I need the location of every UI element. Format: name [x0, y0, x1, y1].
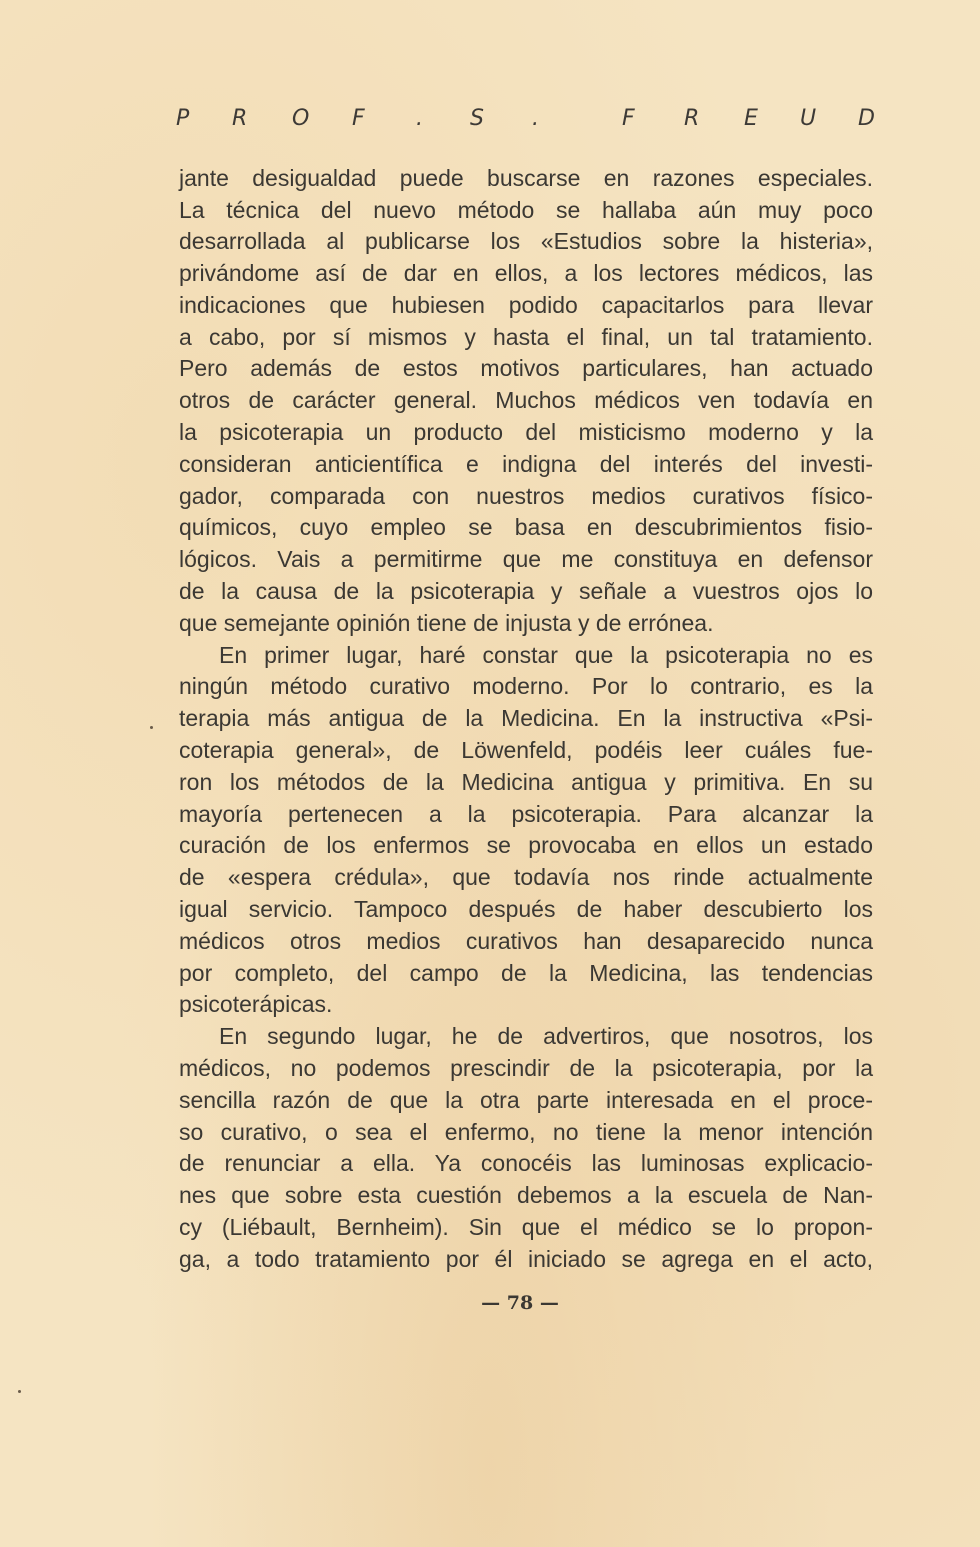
- text-line: mayoría pertenecen a la psicoterapia. Para alcanzar la: [179, 801, 873, 827]
- running-head-letter: U: [800, 106, 817, 131]
- text-line: ningún método curativo moderno. Por lo contrario, es la: [179, 673, 873, 699]
- text-line: de la causa de la psicoterapia y señale a vuestros ojos lo: [179, 578, 873, 604]
- text-line: sencilla razón de que la otra parte interesada en el proce-: [179, 1087, 873, 1113]
- text-line: de «espera crédula», que todavía nos rinde actualmente: [179, 864, 873, 890]
- text-line: privándome así de dar en ellos, a los lectores médicos, las: [179, 260, 873, 286]
- running-head-letter: R: [684, 106, 700, 131]
- paper-speck: [150, 726, 153, 729]
- text-line: que semejante opinión tiene de injusta y de errónea.: [179, 610, 714, 636]
- text-line: curación de los enfermos se provocaba en ellos un estado: [179, 832, 873, 858]
- text-line: La técnica del nuevo método se hallaba aún muy poco: [179, 197, 873, 223]
- paragraph-first-line: En primer lugar, haré constar que la psicoterapia no es: [219, 642, 873, 668]
- paper-speck: [18, 1390, 21, 1393]
- running-head-letter: .: [416, 106, 423, 131]
- text-line: indicaciones que hubiesen podido capacitarlos para llevar: [179, 292, 873, 318]
- text-line: desarrollada al publicarse los «Estudios sobre la histeria»,: [179, 228, 873, 254]
- running-head-letter: P: [176, 106, 190, 131]
- running-head-letter: F: [352, 106, 365, 131]
- running-head-letter: F: [622, 106, 635, 131]
- text-line: coterapia general», de Löwenfeld, podéis leer cuáles fue-: [179, 737, 873, 763]
- text-line: psicoterápicas.: [179, 991, 333, 1017]
- text-line: ga, a todo tratamiento por él iniciado se agrega en el acto,: [179, 1246, 873, 1272]
- running-head-letter: O: [292, 106, 310, 131]
- text-line: médicos otros medios curativos han desaparecido nunca: [179, 928, 873, 954]
- text-line: ron los métodos de la Medicina antigua y primitiva. En su: [179, 769, 873, 795]
- text-line: químicos, cuyo empleo se basa en descubrimientos fisio-: [179, 514, 873, 540]
- text-line: de renunciar a ella. Ya conocéis las luminosas explicacio-: [179, 1150, 873, 1176]
- text-line: gador, comparada con nuestros medios curativos físico-: [179, 483, 873, 509]
- running-head-letter: E: [744, 106, 758, 131]
- running-head-letter: D: [858, 106, 875, 131]
- text-line: médicos, no podemos prescindir de la psicoterapia, por la: [179, 1055, 873, 1081]
- running-head-letter: .: [532, 106, 539, 131]
- running-head: [176, 106, 880, 142]
- text-line: igual servicio. Tampoco después de haber descubierto los: [179, 896, 873, 922]
- text-line: por completo, del campo de la Medicina, las tendencias: [179, 960, 873, 986]
- text-line: Pero además de estos motivos particulares, han actuado: [179, 355, 873, 381]
- paragraph-first-line: En segundo lugar, he de advertiros, que nosotros, los: [219, 1023, 873, 1049]
- text-line: terapia más antigua de la Medicina. En la instructiva «Psi-: [179, 705, 873, 731]
- text-line: so curativo, o sea el enfermo, no tiene la menor intención: [179, 1119, 873, 1145]
- text-line: jante desigualdad puede buscarse en razones especiales.: [179, 165, 873, 191]
- text-line: otros de carácter general. Muchos médicos ven todavía en: [179, 387, 873, 413]
- page-number: — 78 —: [481, 1292, 559, 1314]
- text-line: consideran anticientífica e indigna del interés del investi-: [179, 451, 873, 477]
- text-line: cy (Liébault, Bernheim). Sin que el médico se lo propon-: [179, 1214, 873, 1240]
- running-head-letter: S: [470, 106, 484, 131]
- text-line: la psicoterapia un producto del misticismo moderno y la: [179, 419, 873, 445]
- text-line: a cabo, por sí mismos y hasta el final, un tal tratamiento.: [179, 324, 873, 350]
- text-line: lógicos. Vais a permitirme que me constituya en defensor: [179, 546, 873, 572]
- text-line: nes que sobre esta cuestión debemos a la escuela de Nan-: [179, 1182, 873, 1208]
- running-head-letter: R: [232, 106, 248, 131]
